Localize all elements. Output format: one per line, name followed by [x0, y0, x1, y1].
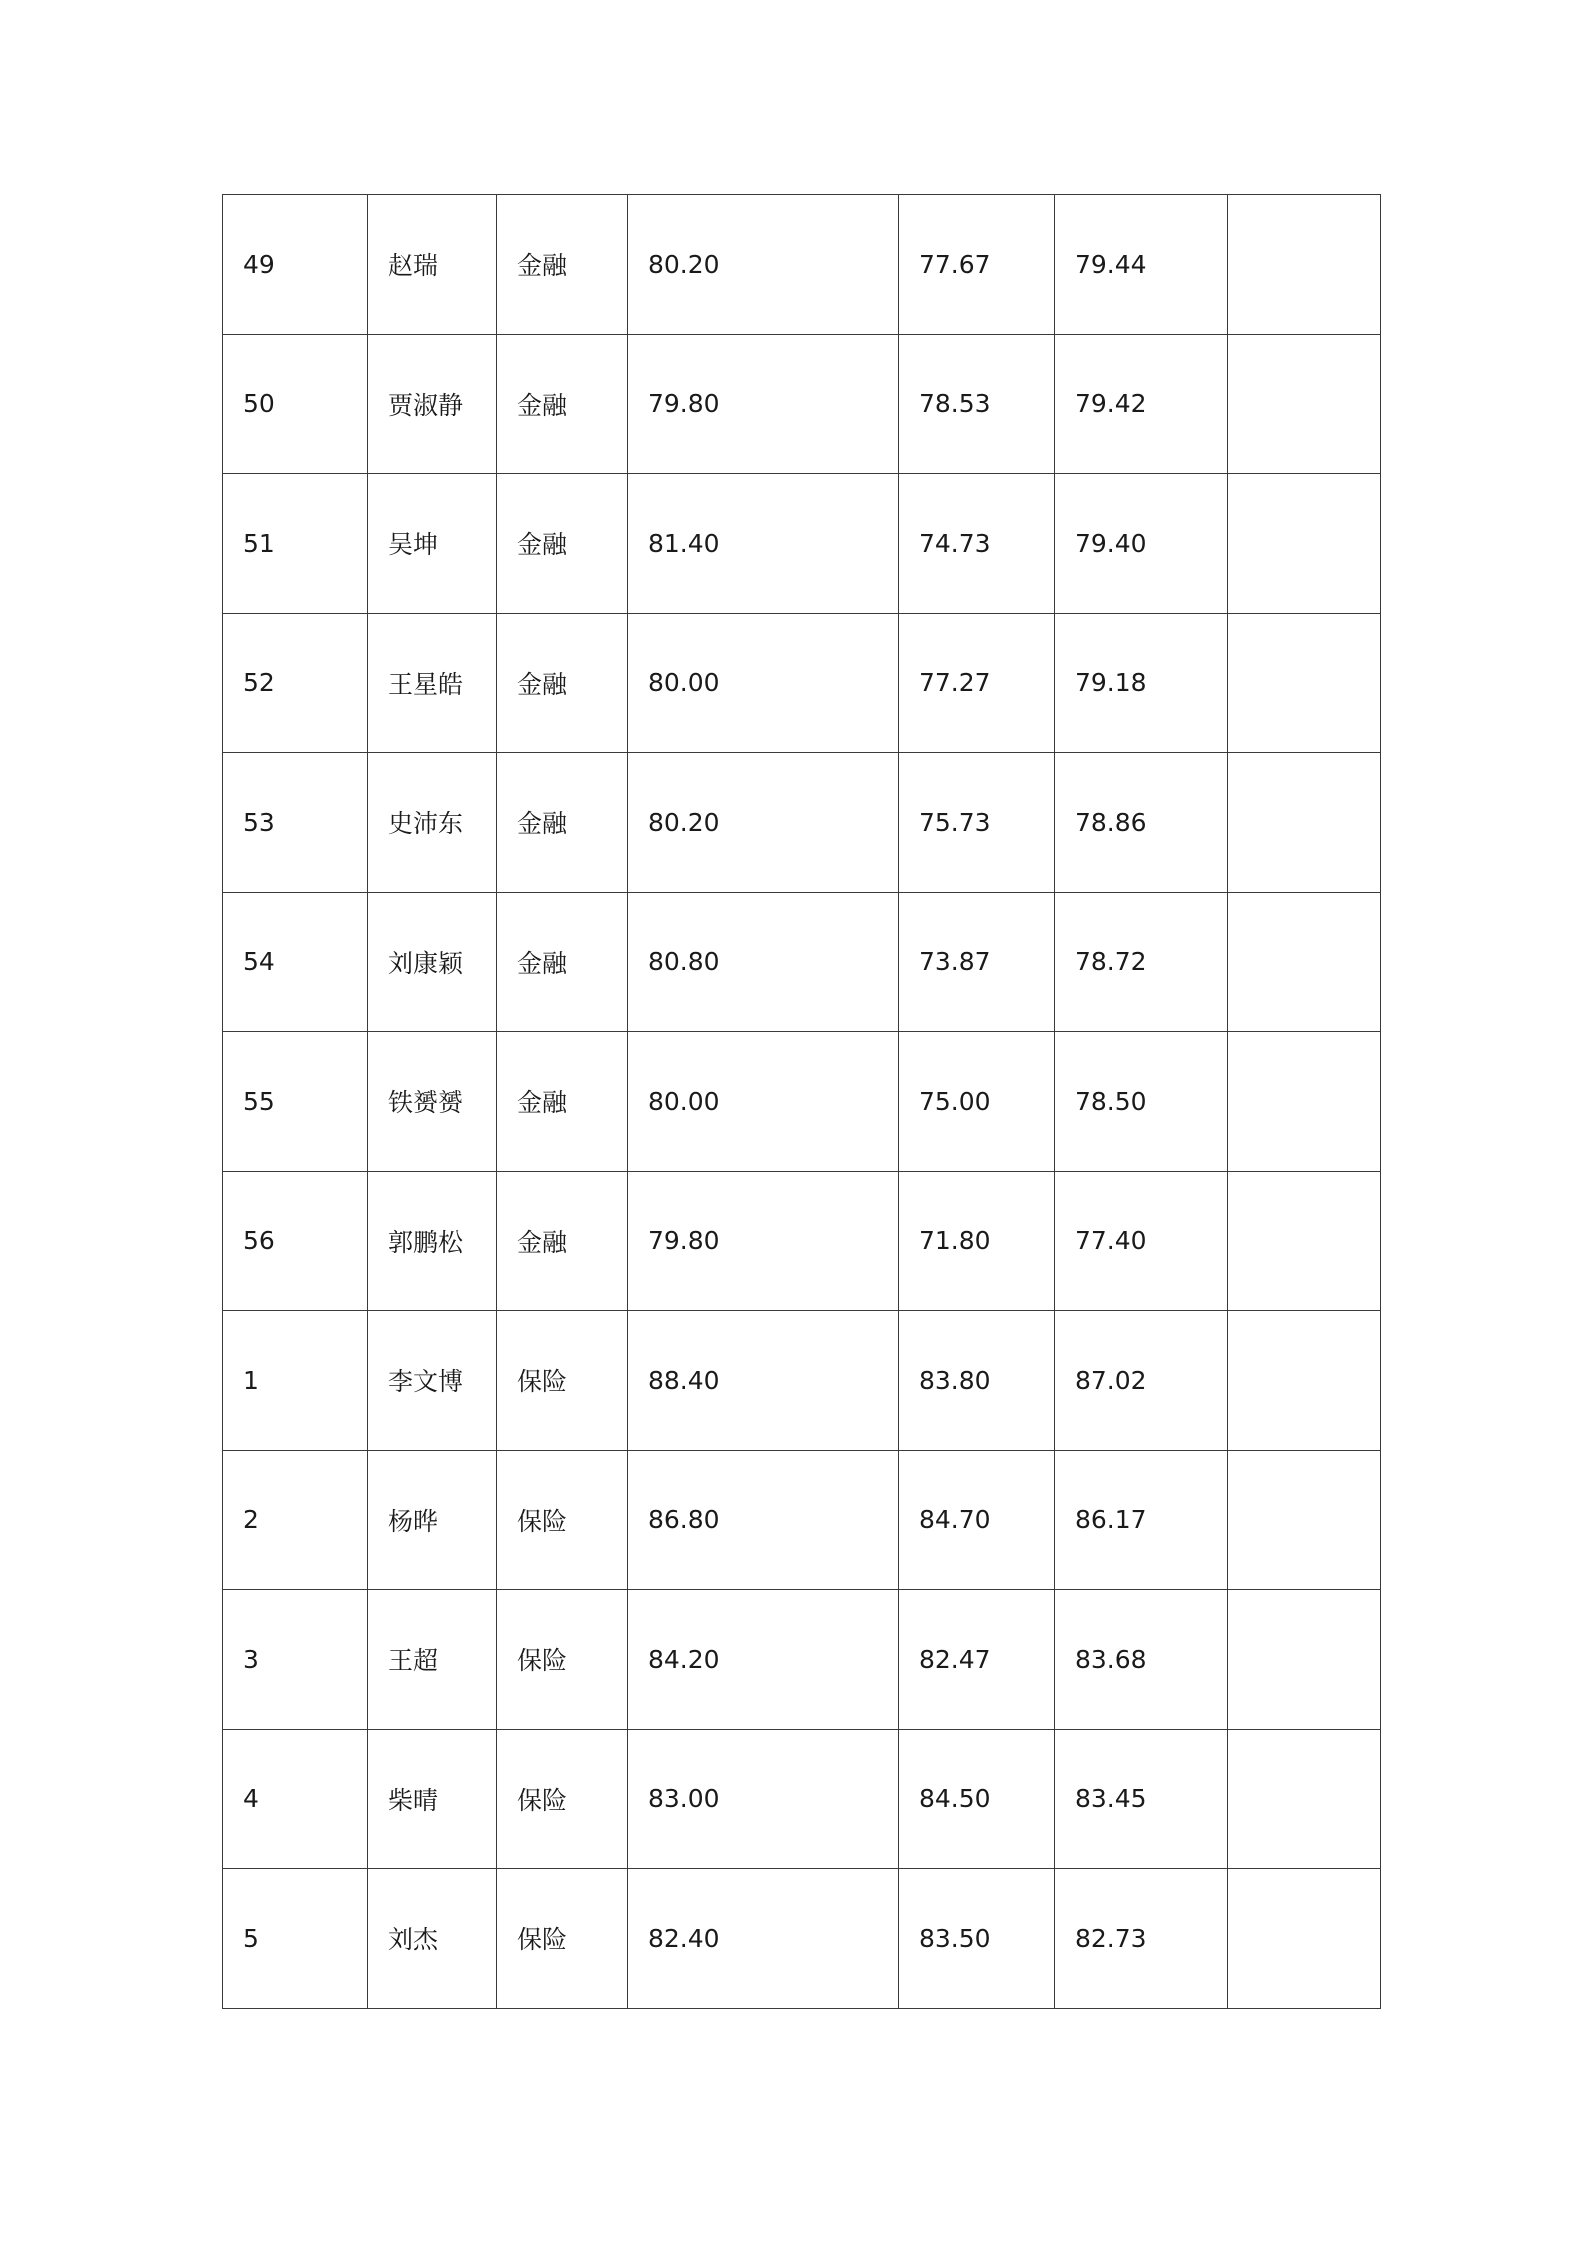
table-row: [223, 1590, 1381, 1730]
score1-cell: 80.00: [628, 1032, 899, 1172]
total-score-cell: 79.40: [1055, 474, 1228, 614]
row-number-cell: 1: [223, 1311, 368, 1451]
row-number-cell: 49: [223, 195, 368, 335]
name-cell: 王星皓: [368, 613, 497, 753]
score2-cell: 83.50: [899, 1869, 1055, 2009]
name-cell: 刘康颖: [368, 892, 497, 1032]
row-number-cell: 56: [223, 1171, 368, 1311]
name-cell: 铁赟赟: [368, 1032, 497, 1172]
row-number-cell: 51: [223, 474, 368, 614]
note-cell: [1228, 892, 1381, 1032]
name-cell: 杨晔: [368, 1450, 497, 1590]
total-score-cell: 82.73: [1055, 1869, 1228, 2009]
score2-cell: 74.73: [899, 474, 1055, 614]
score2-cell: 75.73: [899, 753, 1055, 893]
name-cell: 李文博: [368, 1311, 497, 1451]
row-number-cell: 5: [223, 1869, 368, 2009]
total-score-cell: 79.42: [1055, 334, 1228, 474]
total-score-cell: 79.44: [1055, 195, 1228, 335]
note-cell: [1228, 334, 1381, 474]
score2-cell: 84.50: [899, 1729, 1055, 1869]
row-number-cell: 50: [223, 334, 368, 474]
score1-cell: 79.80: [628, 334, 899, 474]
note-cell: [1228, 1729, 1381, 1869]
category-cell: 金融: [497, 195, 628, 335]
name-cell: 刘杰: [368, 1869, 497, 2009]
score1-cell: 82.40: [628, 1869, 899, 2009]
score2-cell: 84.70: [899, 1450, 1055, 1590]
score1-cell: 84.20: [628, 1590, 899, 1730]
score2-cell: 77.27: [899, 613, 1055, 753]
score2-cell: 71.80: [899, 1171, 1055, 1311]
score2-cell: 82.47: [899, 1590, 1055, 1730]
row-number-cell: 2: [223, 1450, 368, 1590]
name-cell: 贾淑静: [368, 334, 497, 474]
category-cell: 保险: [497, 1450, 628, 1590]
table-row: [223, 753, 1381, 893]
score1-cell: 80.80: [628, 892, 899, 1032]
category-cell: 保险: [497, 1869, 628, 2009]
note-cell: [1228, 1869, 1381, 2009]
row-number-cell: 53: [223, 753, 368, 893]
name-cell: 郭鹏松: [368, 1171, 497, 1311]
score1-cell: 83.00: [628, 1729, 899, 1869]
table-row: [223, 1450, 1381, 1590]
row-number-cell: 54: [223, 892, 368, 1032]
name-cell: 柴晴: [368, 1729, 497, 1869]
total-score-cell: 78.50: [1055, 1032, 1228, 1172]
row-number-cell: 52: [223, 613, 368, 753]
table-body: [223, 195, 1381, 2009]
table-row: [223, 195, 1381, 335]
table-row: [223, 1869, 1381, 2009]
note-cell: [1228, 1590, 1381, 1730]
note-cell: [1228, 1171, 1381, 1311]
note-cell: [1228, 474, 1381, 614]
table-row: [223, 1729, 1381, 1869]
row-number-cell: 55: [223, 1032, 368, 1172]
score1-cell: 81.40: [628, 474, 899, 614]
score1-cell: 80.20: [628, 195, 899, 335]
category-cell: 保险: [497, 1590, 628, 1730]
table-row: [223, 1311, 1381, 1451]
score2-cell: 83.80: [899, 1311, 1055, 1451]
score1-cell: 79.80: [628, 1171, 899, 1311]
total-score-cell: 83.45: [1055, 1729, 1228, 1869]
name-cell: 王超: [368, 1590, 497, 1730]
score2-cell: 73.87: [899, 892, 1055, 1032]
category-cell: 金融: [497, 1171, 628, 1311]
total-score-cell: 78.72: [1055, 892, 1228, 1032]
total-score-cell: 78.86: [1055, 753, 1228, 893]
total-score-cell: 77.40: [1055, 1171, 1228, 1311]
total-score-cell: 86.17: [1055, 1450, 1228, 1590]
name-cell: 史沛东: [368, 753, 497, 893]
category-cell: 金融: [497, 334, 628, 474]
table-row: [223, 892, 1381, 1032]
score1-cell: 80.00: [628, 613, 899, 753]
name-cell: 赵瑞: [368, 195, 497, 335]
table-row: [223, 334, 1381, 474]
note-cell: [1228, 613, 1381, 753]
score1-cell: 88.40: [628, 1311, 899, 1451]
score-table: [222, 194, 1381, 2009]
table-row: [223, 474, 1381, 614]
score2-cell: 78.53: [899, 334, 1055, 474]
note-cell: [1228, 753, 1381, 893]
note-cell: [1228, 195, 1381, 335]
table-row: [223, 1171, 1381, 1311]
total-score-cell: 79.18: [1055, 613, 1228, 753]
category-cell: 保险: [497, 1311, 628, 1451]
note-cell: [1228, 1032, 1381, 1172]
score1-cell: 86.80: [628, 1450, 899, 1590]
category-cell: 金融: [497, 613, 628, 753]
total-score-cell: 83.68: [1055, 1590, 1228, 1730]
row-number-cell: 4: [223, 1729, 368, 1869]
score2-cell: 75.00: [899, 1032, 1055, 1172]
category-cell: 金融: [497, 474, 628, 614]
note-cell: [1228, 1311, 1381, 1451]
category-cell: 保险: [497, 1729, 628, 1869]
name-cell: 吴坤: [368, 474, 497, 614]
category-cell: 金融: [497, 1032, 628, 1172]
score1-cell: 80.20: [628, 753, 899, 893]
score2-cell: 77.67: [899, 195, 1055, 335]
category-cell: 金融: [497, 892, 628, 1032]
table-row: [223, 613, 1381, 753]
total-score-cell: 87.02: [1055, 1311, 1228, 1451]
row-number-cell: 3: [223, 1590, 368, 1730]
category-cell: 金融: [497, 753, 628, 893]
note-cell: [1228, 1450, 1381, 1590]
table-row: [223, 1032, 1381, 1172]
